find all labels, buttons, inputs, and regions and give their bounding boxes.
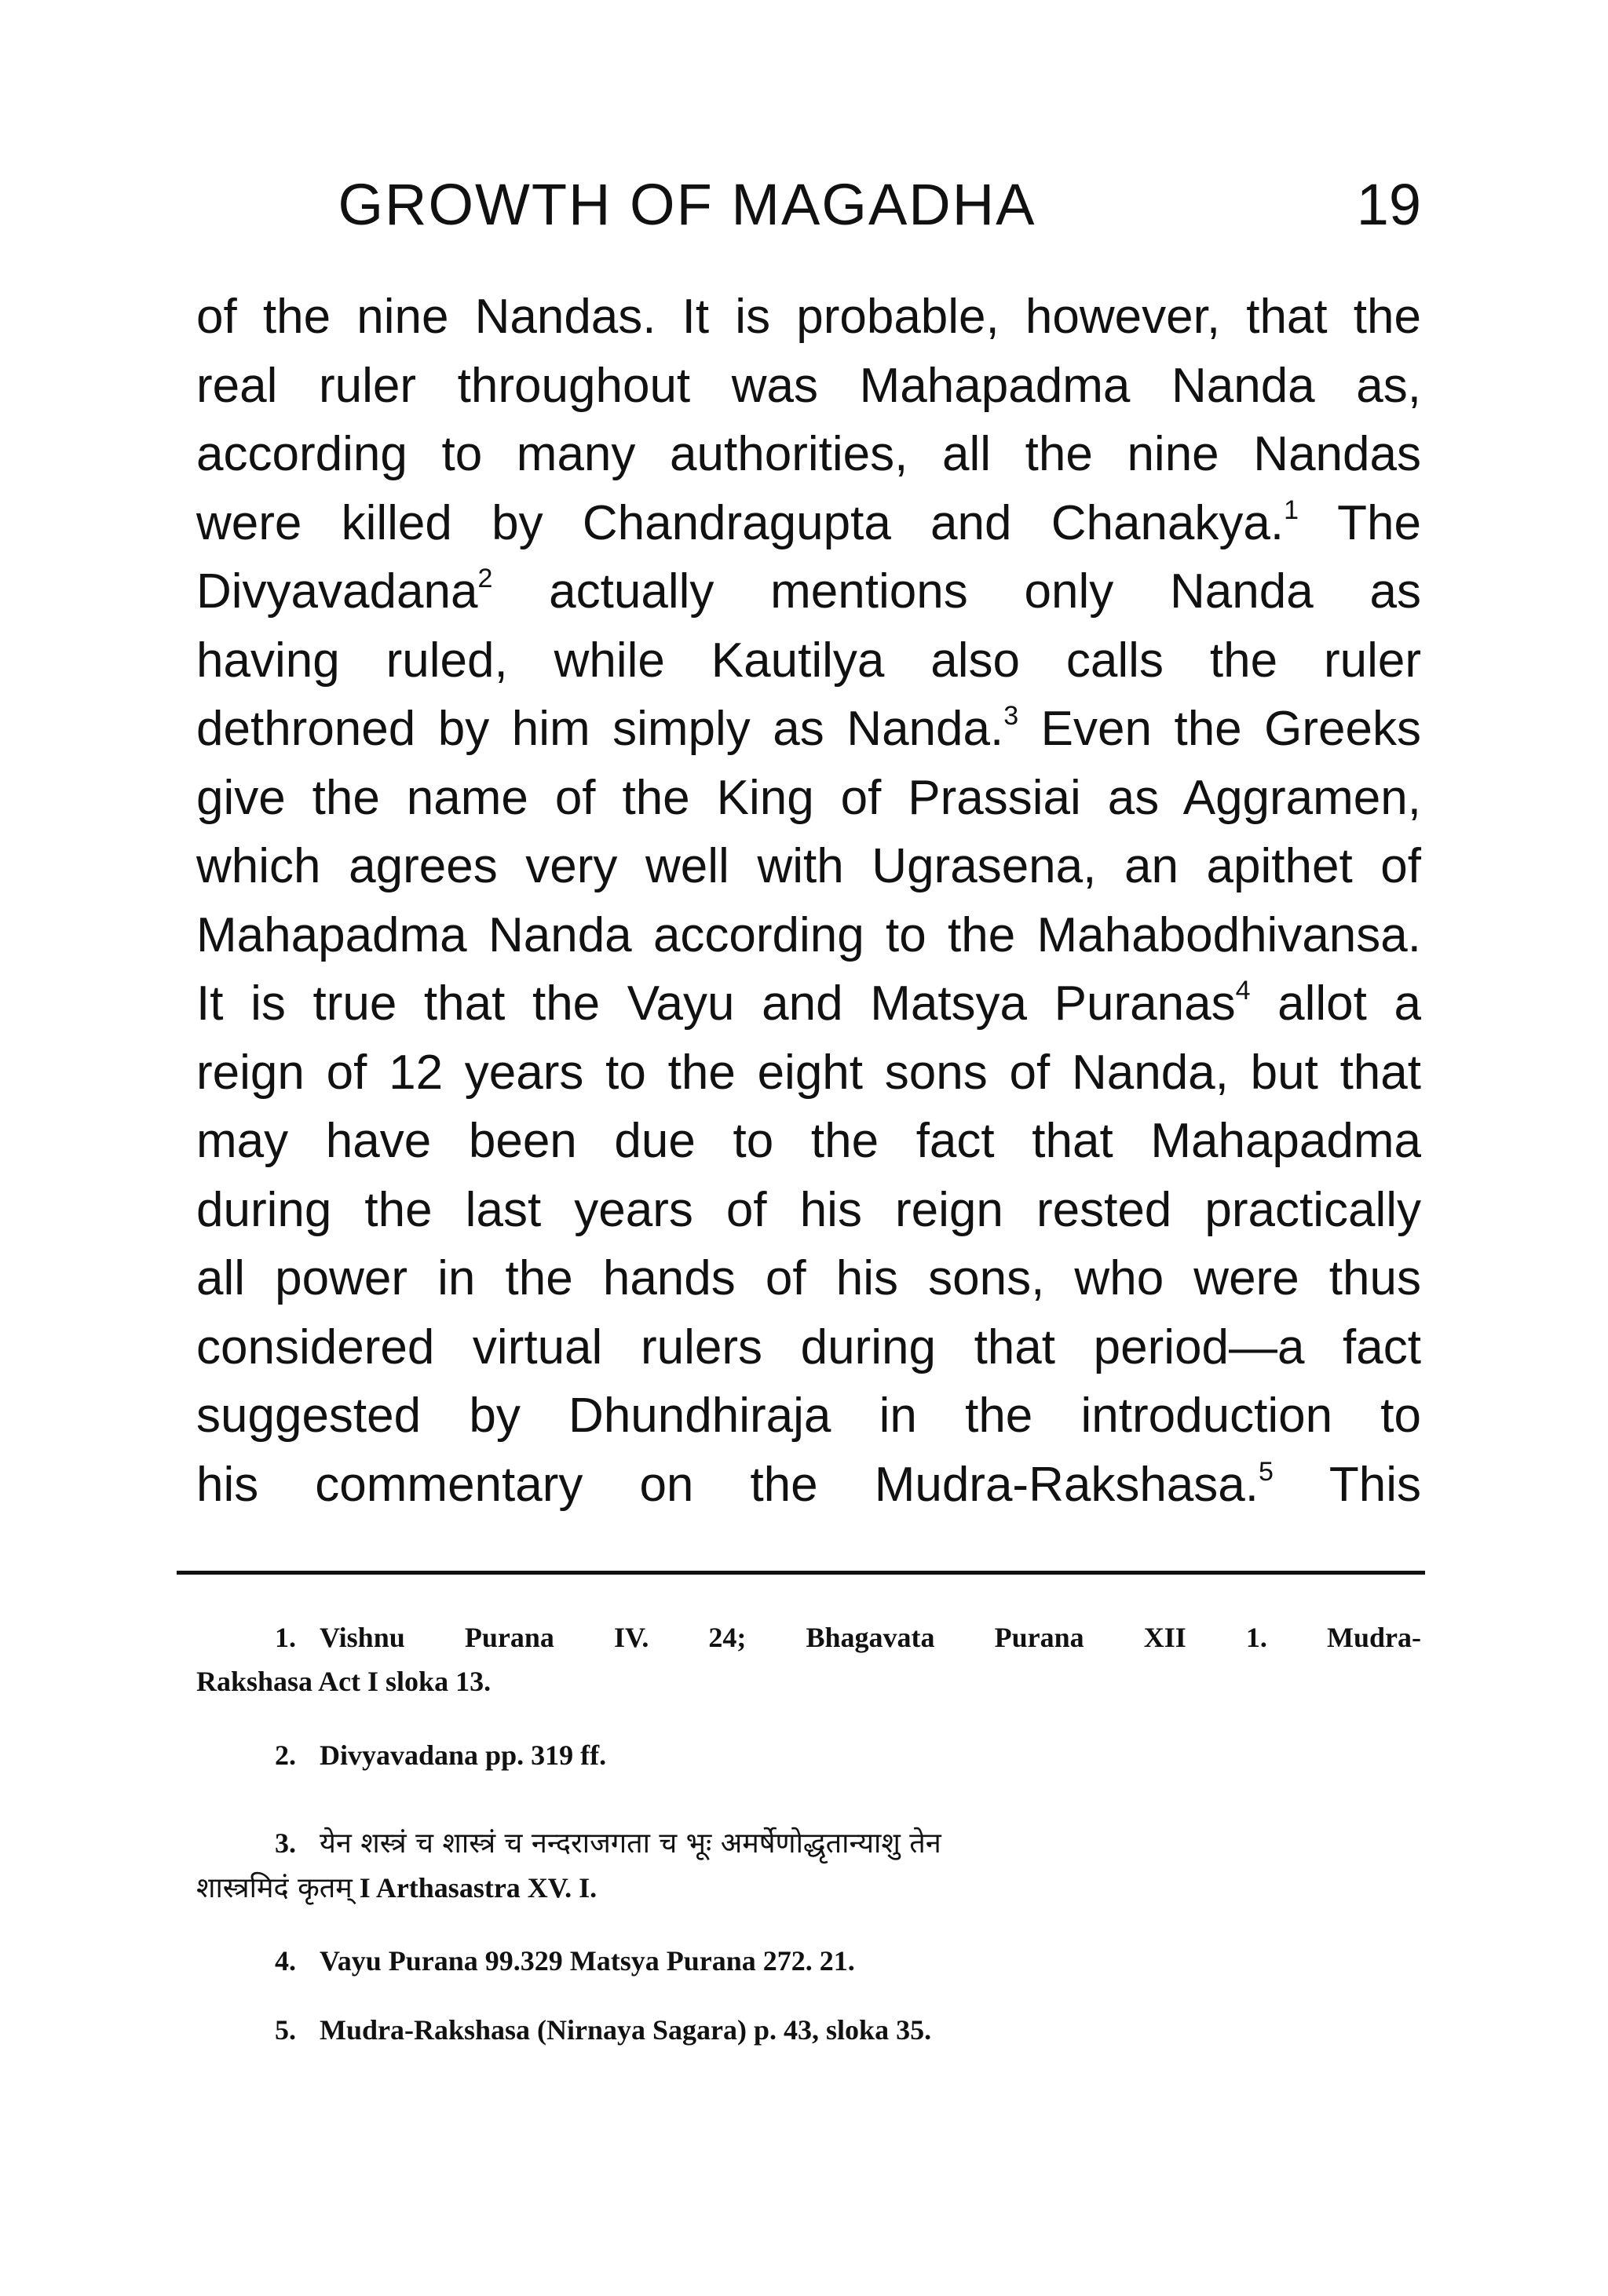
text-line: having ruled, while Kautilya also calls the ruler	[196, 633, 1421, 688]
main-text	[196, 283, 1421, 1519]
running-title: GROWTH OF MAGADHA	[338, 172, 1036, 237]
running-header	[196, 171, 1421, 250]
text-line: give the name of the King of Prassiai as Aggramen,	[196, 770, 1421, 825]
text-line: dethroned by him simply as Nanda.$^3$ Even the Greeks	[196, 701, 1421, 756]
footnote-ref: 2	[477, 564, 493, 593]
text-line: Mahapadma Nanda according to the Mahabodhivansa.	[196, 907, 1421, 962]
text-line: Divyavadana$^2$ actually mentions only Nanda as	[196, 564, 1421, 619]
text-line: were killed by Chandragupta and Chanakya.$^1$ The	[196, 495, 1421, 550]
footnote: 3. येन शस्त्रं च शास्त्रं च नन्दराजगता च भूः अमर्षेणोद्धृतान्याशु तेन शास्त्रमिदं कृतम् I Arthasastra XV. I.	[196, 1827, 941, 1904]
text-line: which agrees very well with Ugrasena, an apithet of	[196, 839, 1421, 893]
text-line: his commentary on the Mudra-Rakshasa.$^5$ This	[196, 1456, 1421, 1512]
text-line: of the nine Nandas. It is probable, however, that the	[196, 290, 1421, 344]
text-line: considered virtual rulers during that period—a fact	[196, 1320, 1421, 1374]
footnote: 5. Mudra-Rakshasa (Nirnaya Sagara) p. 43, sloka 35.	[275, 2014, 932, 2046]
footnote: 2. Divyavadana pp. 319 ff.	[275, 1739, 607, 1771]
footnote-divider	[177, 1571, 1425, 1575]
text-line: according to many authorities, all the nine Nandas	[196, 427, 1421, 481]
text-line: during the last years of his reign rested practically	[196, 1182, 1421, 1237]
text-line: suggested by Dhundhiraja in the introduction to	[196, 1389, 1421, 1443]
footnote: 1. Vishnu Purana IV. 24; Bhagavata Purana XII 1. Mudra- Rakshasa Act I sloka 13.	[196, 1622, 1421, 1697]
page-number: 19	[1356, 172, 1421, 237]
text-line: all power in the hands of his sons, who were thus	[196, 1251, 1421, 1305]
footnote: 4. Vayu Purana 99.329 Matsya Purana 272. 21.	[275, 1945, 855, 1977]
footnote-ref: 4	[1235, 976, 1251, 1006]
text-line: may have been due to the fact that Mahapadma	[196, 1114, 1421, 1168]
footnote-ref: 3	[1003, 701, 1019, 731]
footnote-ref: 5	[1259, 1456, 1274, 1487]
text-line: reign of 12 years to the eight sons of Nanda, but that	[196, 1045, 1421, 1100]
text-line: real ruler throughout was Mahapadma Nanda as,	[196, 358, 1421, 413]
text-line: It is true that the Vayu and Matsya Puranas$^4$ allot a	[196, 976, 1422, 1031]
footnote-ref: 1	[1284, 495, 1299, 525]
